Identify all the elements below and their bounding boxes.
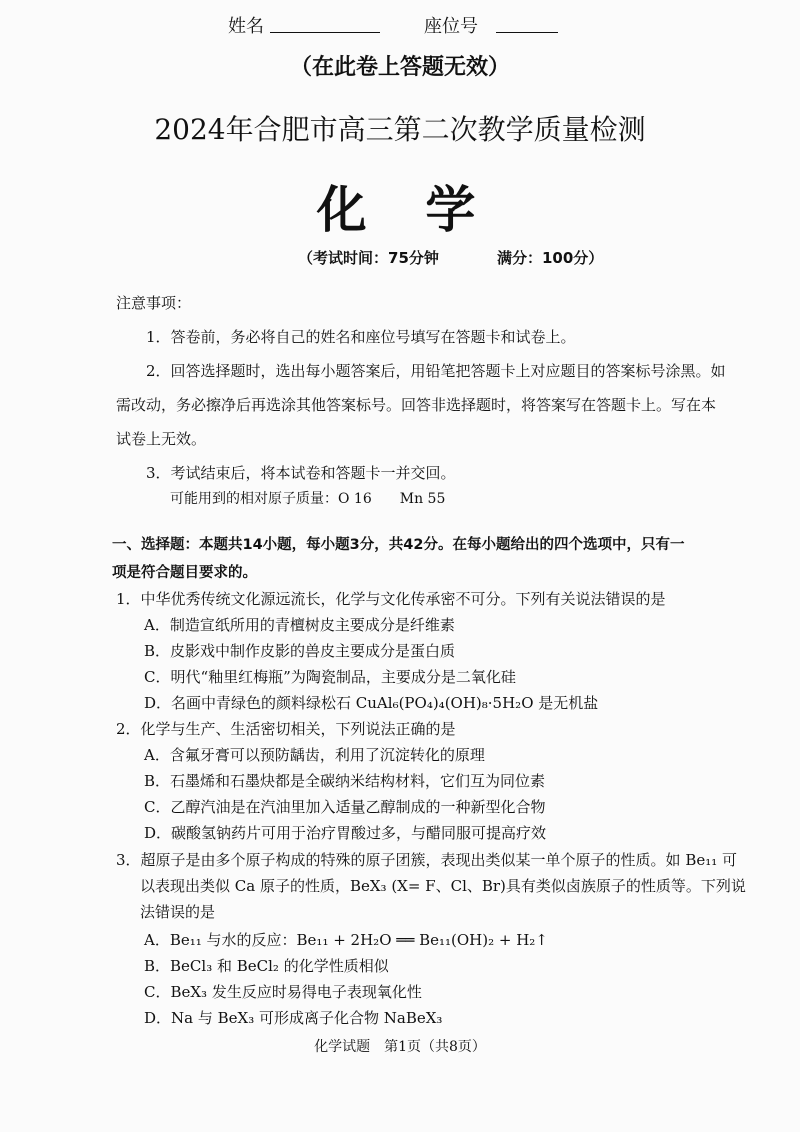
q2-option-d: D．碳酸氢钠药片可用于治疗胃酸过多，与醋同服可提高疗效 [144, 824, 547, 842]
q2-option-a: A．含氟牙膏可以预防龋齿，利用了沉淀转化的原理 [144, 746, 485, 764]
q3-option-c: C．BeX₃ 发生反应时易得电子表现氧化性 [144, 983, 422, 1001]
q1-option-d: D．名画中青绿色的颜料绿松石 CuAl₆(PO₄)₄(OH)₈·5H₂O 是无机盐 [144, 694, 599, 712]
q3-option-a: A．Be₁₁ 与水的反应：Be₁₁ + 2H₂O ══ Be₁₁(OH)₂ + H₂↑ [144, 931, 548, 949]
seat-blank[interactable] [496, 32, 558, 33]
q1-option-c: C．明代“釉里红梅瓶”为陶瓷制品，主要成分是二氧化硅 [144, 668, 516, 686]
exam-time: （考试时间：75分钟 [298, 249, 439, 267]
note-1: 1．答卷前，务必将自己的姓名和座位号填写在答题卡和试卷上。 [146, 328, 576, 346]
note-3: 3．考试结束后，将本试卷和答题卡一并交回。 [146, 464, 456, 482]
name-blank[interactable] [270, 32, 380, 33]
note-2: 2．回答选择题时，选出每小题答案后，用铅笔把答题卡上对应题目的答案标号涂黑。如 [146, 362, 726, 380]
seat-label: 座位号 [424, 16, 478, 37]
full-score: 满分：100分） [497, 249, 604, 267]
q3-option-b: B．BeCl₃ 和 BeCl₂ 的化学性质相似 [144, 957, 389, 975]
question-3-stem-cont: 以表现出类似 Ca 原子的性质，BeX₃ (X= F、Cl、Br)具有类似卤族原子的性质等。下列说 [140, 877, 746, 895]
invalid-notice: （在此卷上答题无效） [289, 55, 510, 80]
question-3-stem-end: 法错误的是 [140, 903, 216, 921]
atomic-masses: 可能用到的相对原子质量：O 16 Mn 55 [170, 491, 446, 507]
note-2-cont: 需改动，务必擦净后再选涂其他答案标号。回答非选择题时，将答案写在答题卡上。写在本 [116, 396, 717, 414]
section1-instruction-cont: 项是符合题目要求的。 [112, 565, 257, 581]
name-label: 姓名 [228, 16, 264, 37]
q2-option-b: B．石墨烯和石墨炔都是全碳纳米结构材料，它们互为同位素 [144, 772, 546, 790]
q1-option-a: A．制造宣纸所用的青檀树皮主要成分是纤维素 [144, 616, 455, 634]
notes-heading: 注意事项： [116, 294, 192, 312]
q2-option-c: C．乙醇汽油是在汽油里加入适量乙醇制成的一种新型化合物 [144, 798, 546, 816]
q3-option-d: D．Na 与 BeX₃ 可形成离子化合物 NaBeX₃ [144, 1009, 443, 1027]
section1-instruction: 一、选择题：本题共14小题，每小题3分，共42分。在每小题给出的四个选项中，只有一 [112, 537, 685, 553]
question-1-stem: 1．中华优秀传统文化源远流长，化学与文化传承密不可分。下列有关说法错误的是 [116, 590, 666, 608]
question-3-stem: 3．超原子是由多个原子构成的特殊的原子团簇，表现出类似某一单个原子的性质。如 Be₁₁ 可 [116, 851, 738, 869]
question-2-stem: 2．化学与生产、生活密切相关，下列说法正确的是 [116, 720, 456, 738]
exam-title: 2024年合肥市高三第二次教学质量检测 [154, 113, 646, 146]
subject-title: 化 学 [316, 181, 484, 239]
note-2-end: 试卷上无效。 [116, 430, 207, 448]
page-footer: 化学试题 第1页（共8页） [314, 1039, 486, 1055]
q1-option-b: B．皮影戏中制作皮影的兽皮主要成分是蛋白质 [144, 642, 456, 660]
